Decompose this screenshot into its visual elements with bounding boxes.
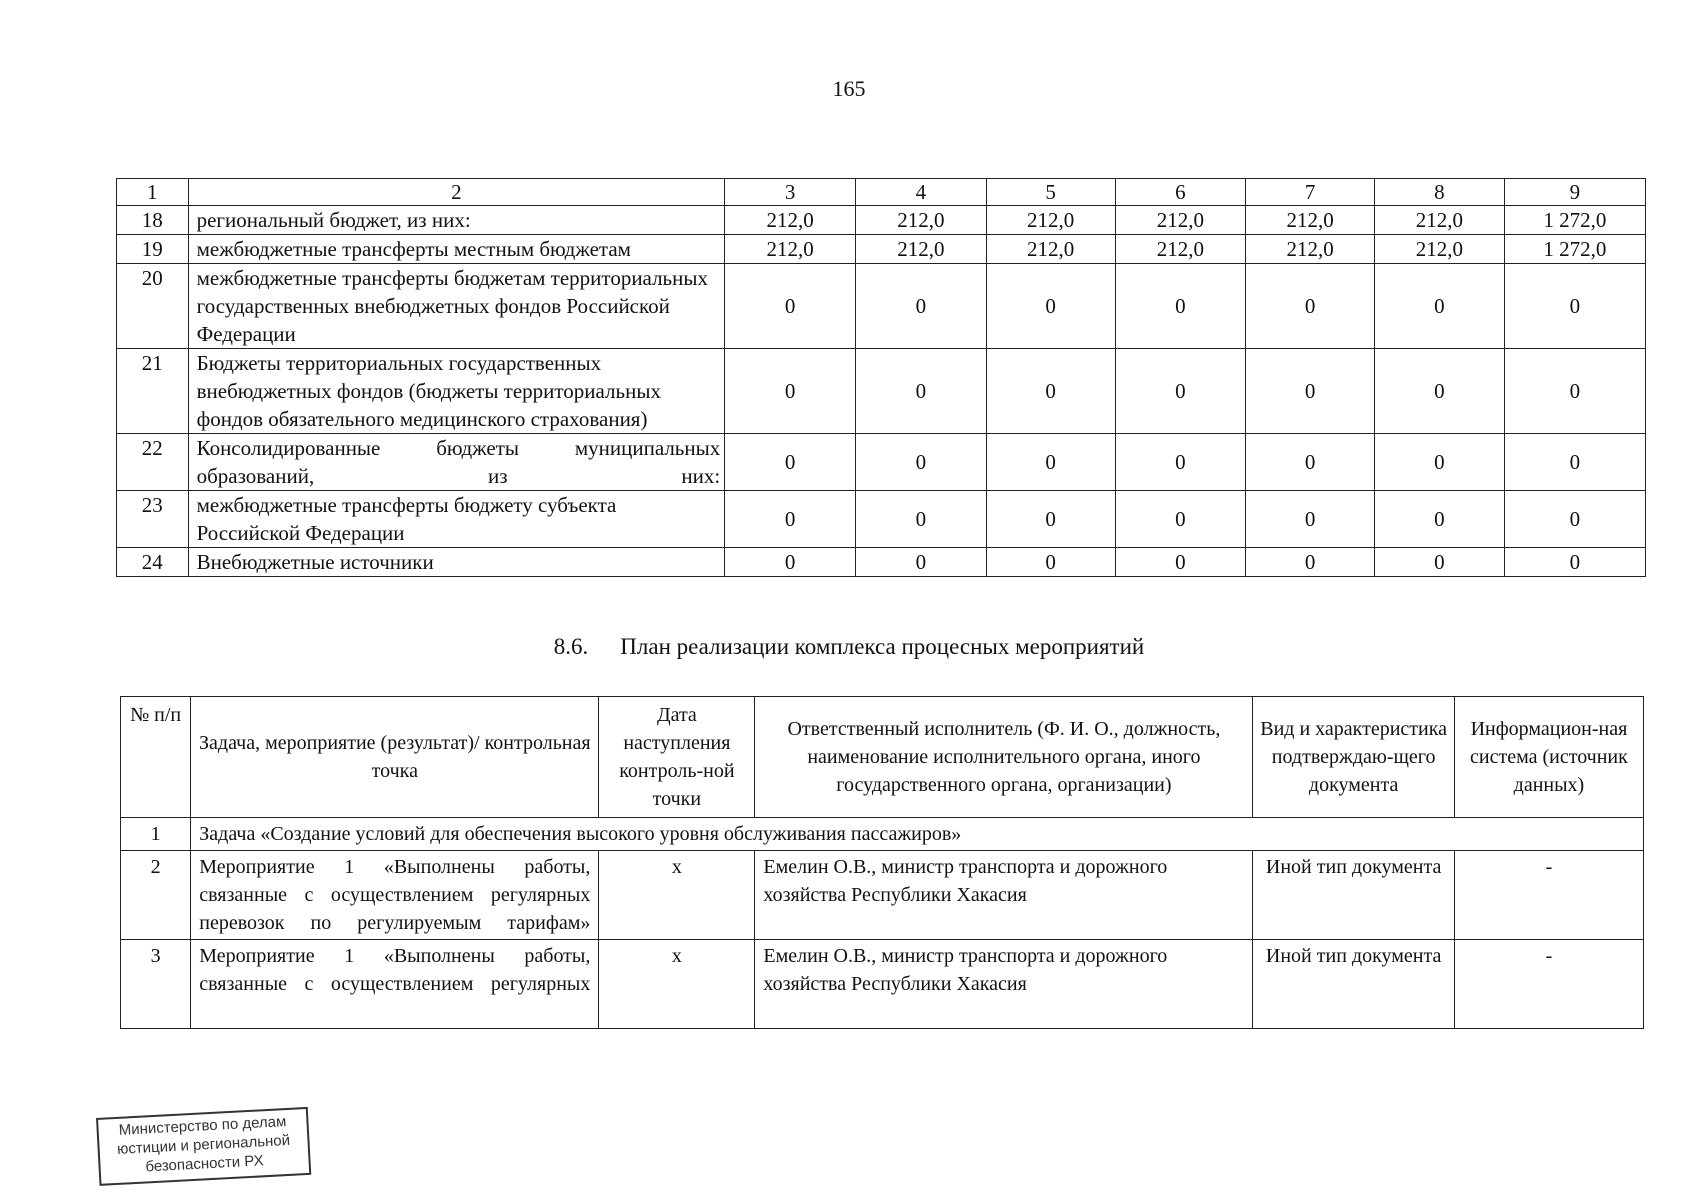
row-value: 0 — [725, 548, 856, 577]
row-value: 212,0 — [725, 206, 856, 235]
row-value: 0 — [1246, 264, 1375, 349]
header-responsible: Ответственный исполнитель (Ф. И. О., должность, наименование исполнительного органа, иного государственного органа, организации) — [755, 697, 1253, 818]
finance-header-row — [117, 179, 1646, 206]
row-value: 212,0 — [856, 235, 987, 264]
row-value: 0 — [986, 264, 1115, 349]
row-value: 0 — [1115, 434, 1246, 491]
row-value: 0 — [1504, 548, 1645, 577]
column-number-header: 9 — [1504, 179, 1645, 206]
row-date: x — [599, 940, 755, 1029]
section-number: 8.6. — [553, 634, 589, 659]
stamp-line: юстиции и региональной — [116, 1131, 291, 1158]
column-number-header: 2 — [188, 179, 725, 206]
row-value: 0 — [1504, 434, 1645, 491]
finance-row — [117, 206, 1646, 235]
row-activity: Мероприятие 1 «Выполнены работы, связанные с осуществлением регулярных перевозок по регулируемым тарифам» — [191, 851, 599, 940]
column-number-header: 5 — [986, 179, 1115, 206]
column-number-header: 4 — [856, 179, 987, 206]
row-value: 0 — [1115, 349, 1246, 434]
task-row — [121, 818, 1644, 851]
row-value: 212,0 — [1375, 206, 1505, 235]
row-value: 0 — [1375, 264, 1505, 349]
row-num: 2 — [121, 851, 191, 940]
row-name: межбюджетные трансферты местным бюджетам — [188, 235, 725, 264]
row-value: 212,0 — [1246, 235, 1375, 264]
row-value: 0 — [1375, 434, 1505, 491]
row-name: Бюджеты территориальных государственных внебюджетных фондов (бюджеты территориальных фондов обязательного медицинского страхования) — [188, 349, 725, 434]
row-system: - — [1454, 851, 1643, 940]
stamp-line: безопасности РХ — [145, 1152, 265, 1176]
row-value: 0 — [1504, 349, 1645, 434]
row-number: 20 — [117, 264, 189, 349]
row-document: Иной тип документа — [1253, 940, 1454, 1029]
row-activity-text: Мероприятие 1 «Выполнены работы, связанные с осуществлением регулярных — [199, 945, 591, 995]
finance-table — [116, 178, 1646, 577]
row-activity — [191, 940, 599, 1029]
row-value: 0 — [1246, 548, 1375, 577]
row-value: 0 — [856, 349, 987, 434]
column-number-header: 3 — [725, 179, 856, 206]
row-name: межбюджетные трансферты бюджету субъекта Российской Федерации — [188, 491, 725, 548]
row-num: 3 — [121, 940, 191, 1029]
row-value: 0 — [986, 349, 1115, 434]
row-responsible: Емелин О.В., министр транспорта и дорожного хозяйства Республики Хакасия — [755, 851, 1253, 940]
row-name: Консолидированные бюджеты муниципальных образований, из них: — [188, 434, 725, 491]
row-number: 18 — [117, 206, 189, 235]
plan-row — [121, 940, 1644, 1029]
row-value: 212,0 — [725, 235, 856, 264]
row-system: - — [1454, 940, 1643, 1029]
row-value: 212,0 — [856, 206, 987, 235]
row-value: 212,0 — [986, 235, 1115, 264]
row-value: 0 — [986, 491, 1115, 548]
row-value: 212,0 — [1115, 206, 1246, 235]
header-system: Информацион-ная система (источник данных) — [1454, 697, 1643, 818]
plan-row — [121, 851, 1644, 940]
row-value: 0 — [1504, 491, 1645, 548]
page-number: 165 — [832, 76, 866, 101]
row-value: 0 — [1375, 349, 1505, 434]
plan-header-row — [121, 697, 1644, 818]
row-value: 0 — [856, 434, 987, 491]
header-num: № п/п — [121, 697, 191, 818]
row-value: 212,0 — [1375, 235, 1505, 264]
row-value: 0 — [986, 434, 1115, 491]
finance-row — [117, 434, 1646, 491]
header-document: Вид и характеристика подтверждаю-щего документа — [1253, 697, 1454, 818]
column-number-header: 6 — [1115, 179, 1246, 206]
row-value: 0 — [1115, 491, 1246, 548]
row-number: 19 — [117, 235, 189, 264]
finance-row — [117, 235, 1646, 264]
row-value: 0 — [1504, 264, 1645, 349]
stamp-line: Министерство по делам — [118, 1113, 287, 1139]
row-value: 212,0 — [986, 206, 1115, 235]
column-number-header: 8 — [1375, 179, 1505, 206]
column-number-header: 7 — [1246, 179, 1375, 206]
row-number: 21 — [117, 349, 189, 434]
row-number: 24 — [117, 548, 189, 577]
row-value: 0 — [1246, 349, 1375, 434]
finance-row — [117, 491, 1646, 548]
finance-row — [117, 349, 1646, 434]
row-value: 0 — [856, 548, 987, 577]
task-text: Задача «Создание условий для обеспечения высокого уровня обслуживания пассажиров» — [191, 818, 1644, 851]
row-value: 0 — [856, 264, 987, 349]
task-num: 1 — [121, 818, 191, 851]
row-value: 1 272,0 — [1504, 206, 1645, 235]
row-value: 212,0 — [1115, 235, 1246, 264]
row-value: 1 272,0 — [1504, 235, 1645, 264]
row-value: 212,0 — [1246, 206, 1375, 235]
row-value: 0 — [725, 491, 856, 548]
row-number: 22 — [117, 434, 189, 491]
header-task: Задача, мероприятие (результат)/ контрольная точка — [191, 697, 599, 818]
section-heading: План реализации комплекса процесных мероприятий — [620, 634, 1145, 659]
row-responsible: Емелин О.В., министр транспорта и дорожного хозяйства Республики Хакасия — [755, 940, 1253, 1029]
row-value: 0 — [1375, 548, 1505, 577]
finance-row — [117, 548, 1646, 577]
section-title — [0, 634, 1698, 660]
row-value: 0 — [1246, 434, 1375, 491]
row-value: 0 — [725, 434, 856, 491]
row-value: 0 — [856, 491, 987, 548]
header-date: Дата наступления контроль-ной точки — [599, 697, 755, 818]
row-number: 23 — [117, 491, 189, 548]
row-value: 0 — [1375, 491, 1505, 548]
row-date: x — [599, 851, 755, 940]
row-name: региональный бюджет, из них: — [188, 206, 725, 235]
ministry-stamp — [96, 1107, 311, 1186]
row-value: 0 — [986, 548, 1115, 577]
row-value: 0 — [1115, 264, 1246, 349]
row-value: 0 — [1246, 491, 1375, 548]
row-name: Внебюджетные источники — [188, 548, 725, 577]
row-value: 0 — [1115, 548, 1246, 577]
plan-table — [120, 696, 1644, 1029]
column-number-header: 1 — [117, 179, 189, 206]
finance-row — [117, 264, 1646, 349]
row-document: Иной тип документа — [1253, 851, 1454, 940]
row-value: 0 — [725, 349, 856, 434]
row-value: 0 — [725, 264, 856, 349]
row-name: межбюджетные трансферты бюджетам территориальных государственных внебюджетных фондов Российской Федерации — [188, 264, 725, 349]
